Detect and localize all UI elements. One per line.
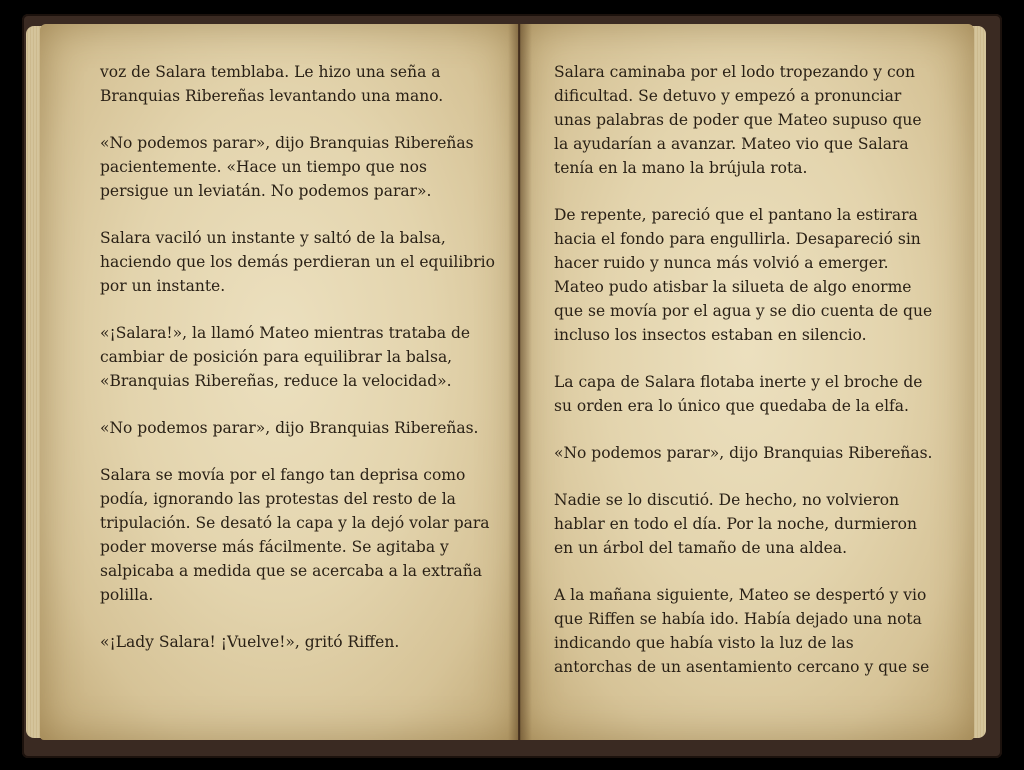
paragraph: Nadie se lo discutió. De hecho, no volvieron hablar en todo el día. Por la noche, durmieron en un árbol del tamaño de una aldea. <box>554 491 918 557</box>
paragraph: Salara vaciló un instante y saltó de la balsa, haciendo que los demás perdieran un el equilibrio por un instante. <box>100 229 495 295</box>
paragraph: Salara se movía por el fango tan deprisa como podía, ignorando las protestas del resto de la tripulación. Se desató la capa y la dejó volar para poder moverse más fácilmente. Se agitaba y salpicaba a medida que se acercaba a la extraña polilla. <box>100 466 490 604</box>
paragraph: voz de Salara temblaba. Le hizo una seña a Branquias Ribereñas levantando una mano. <box>100 63 444 105</box>
left-page-text <box>100 60 500 677</box>
book-spine-gutter <box>508 24 532 740</box>
paragraph: «No podemos parar», dijo Branquias Ribereñas. <box>100 419 479 437</box>
paragraph: Salara caminaba por el lodo tropezando y con dificultad. Se detuvo y empezó a pronunciar unas palabras de poder que Mateo supuso que la ayudarían a avanzar. Mateo vio que Salara tenía en la mano la brújula rota. <box>554 63 922 177</box>
paragraph: «No podemos parar», dijo Branquias Ribereñas. <box>554 444 933 462</box>
paragraph: «¡Salara!», la llamó Mateo mientras trataba de cambiar de posición para equilibrar la balsa, «Branquias Ribereñas, reduce la velocidad». <box>100 324 471 390</box>
paragraph: «No podemos parar», dijo Branquias Ribereñas pacientemente. «Hace un tiempo que nos persigue un leviatán. No podemos parar». <box>100 134 474 200</box>
paragraph: A la mañana siguiente, Mateo se despertó y vio que Riffen se había ido. Había dejado una nota indicando que había visto la luz de las antorchas de un asentamiento cercano y que se <box>554 586 930 676</box>
paragraph: «¡Lady Salara! ¡Vuelve!», gritó Riffen. <box>100 633 400 651</box>
paragraph: La capa de Salara flotaba inerte y el broche de su orden era lo único que quedaba de la elfa. <box>554 373 923 415</box>
right-page-text <box>554 60 934 702</box>
paragraph: De repente, pareció que el pantano la estirara hacia el fondo para engullirla. Desapareció sin hacer ruido y nunca más volvió a emerger. Mateo pudo atisbar la silueta de algo enorme que se movía por el agua y se dio cuenta de que incluso los insectos estaban en silencio. <box>554 206 933 344</box>
